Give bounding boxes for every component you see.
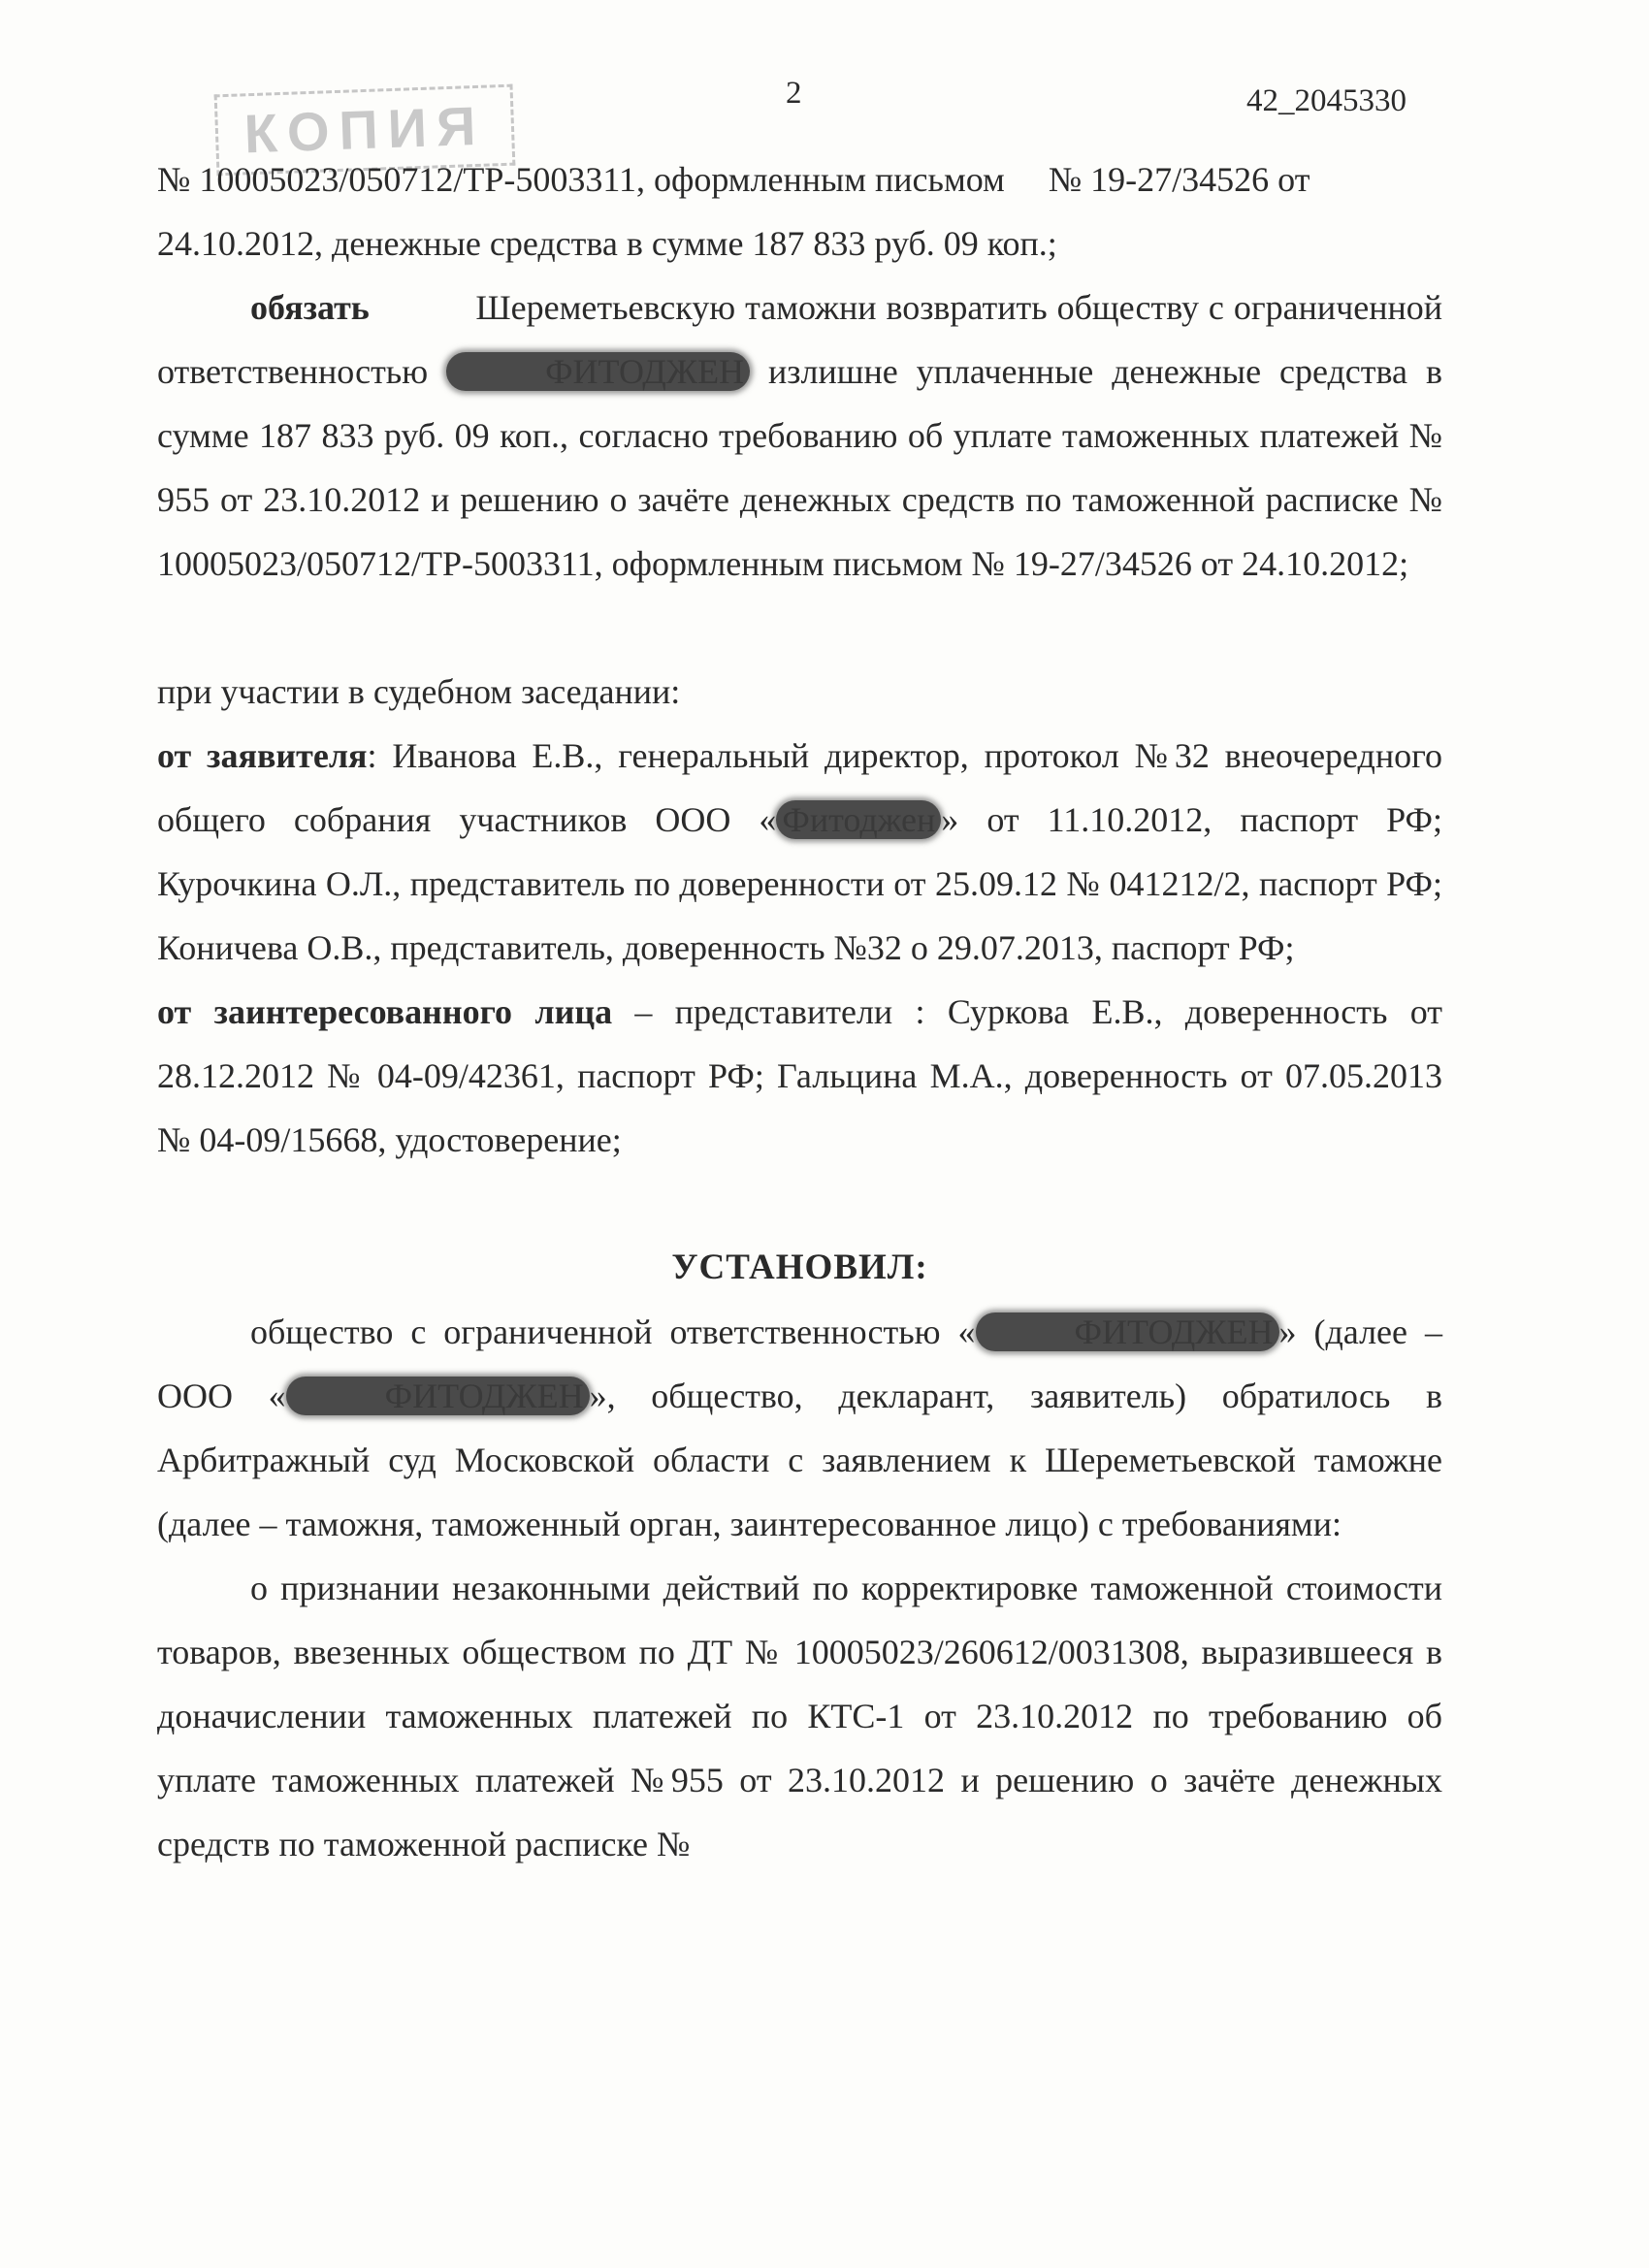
continuation-line-1a: № 10005023/050712/ТР-5003311, оформленным письмом	[157, 160, 1005, 199]
continuation-line-2: 24.10.2012, денежные средства в сумме 187 833 руб. 09 коп.;	[157, 224, 1057, 263]
established-text-c: », общество, декларант, заявитель) обратилось в Арбитражный суд Московской области с заявлением к Шереметьевской таможне (далее – таможня, таможенный орган, заинтересованное лицо) с требованиями:	[157, 1377, 1442, 1543]
obligation-keyword: обязать	[250, 288, 370, 327]
obligation-text-b: излишне уплаченные денежные средства в сумме 187 833 руб. 09 коп., согласно требованию об уплате таможенных платежей № 955 от 23.10.2012 и решению о зачёте денежных средств по таможенной расписке № 10005023/050712/ТР-5003311, оформленным письмом № 19-27/34526 от 24.10.2012;	[157, 352, 1442, 583]
copy-stamp: КОПИЯ	[214, 84, 516, 177]
paragraph-established	[157, 1300, 1442, 1556]
paragraph-claims: о признании незаконными действий по корректировке таможенной стоимости товаров, ввезенных обществом по ДТ № 10005023/260612/0031308, выразившееся в доначислении таможенных платежей по КТС-1 от 23.10.2012 по требованию об уплате таможенных платежей №955 от 23.10.2012 и решению о зачёте денежных средств по таможенной расписке №	[157, 1569, 1442, 1863]
applicant-label: от заявителя	[157, 736, 368, 775]
continuation-line-1b: № 19-27/34526 от	[1048, 160, 1310, 199]
redacted-company-name: ФИТОДЖЕН	[286, 1377, 590, 1415]
spacer	[157, 596, 1442, 660]
body-text	[157, 147, 1442, 1876]
interested-party-text: – представители : Суркова Е.В., доверенность от 28.12.2012 № 04-09/42361, паспорт РФ; Гальцина М.А., доверенность от 07.05.2013 № 04-09/15668, удостоверение;	[157, 992, 1443, 1159]
paragraph-continuation	[157, 147, 1442, 275]
document-id: 42_2045330	[1246, 83, 1406, 118]
established-text-b: » (далее – ООО «	[157, 1312, 1442, 1415]
spacer	[157, 1172, 1442, 1236]
paragraph-interested-party	[157, 980, 1442, 1172]
redacted-company-name: ФИТОДЖЕН	[976, 1312, 1279, 1351]
applicant-text-b: » от 11.10.2012, паспорт РФ; Курочкина О.Л., представитель по доверенности от 25.09.12 № 041212/2, паспорт РФ; Коничева О.В., представитель, доверенность №32 о 29.07.2013, паспорт РФ;	[157, 800, 1442, 967]
paragraph-obligation	[157, 275, 1442, 596]
paragraph-applicant	[157, 724, 1442, 980]
established-text-a: общество с ограниченной ответственностью «	[250, 1312, 976, 1351]
section-heading: УСТАНОВИЛ:	[671, 1247, 928, 1287]
interested-party-label: от заинтересованного лица	[157, 992, 613, 1031]
participation-line: при участии в судебном заседании:	[157, 672, 681, 711]
page-number: 2	[786, 76, 802, 111]
applicant-text-a: : Иванова Е.В., генеральный директор, протокол №32 внеочередного общего собрания участников ООО «	[157, 736, 1442, 839]
redacted-company-name: Фитоджен	[776, 800, 941, 839]
redacted-company-name: ФИТОДЖЕН	[446, 352, 750, 391]
obligation-text-a: Шереметьевскую таможни возвратить обществу с ограниченной ответственностью	[157, 288, 1443, 391]
